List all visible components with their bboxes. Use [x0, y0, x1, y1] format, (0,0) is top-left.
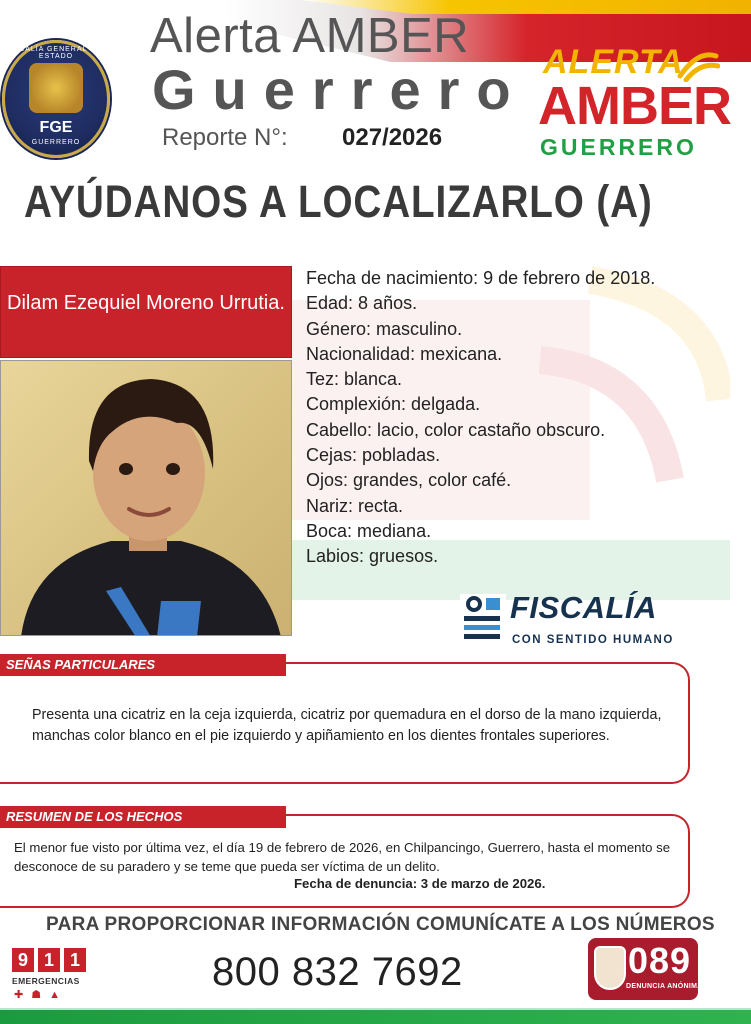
detail-mouth: Boca: mediana.: [306, 520, 432, 541]
fecha-denuncia: Fecha de denuncia: 3 de marzo de 2026.: [294, 876, 546, 891]
emergency-label: EMERGENCIAS: [12, 976, 80, 986]
detail-eyebrows: Cejas: pobladas.: [306, 445, 441, 466]
detail-lips: Labios: gruesos.: [306, 546, 439, 567]
headline: AYÚDANOS A LOCALIZARLO (A): [24, 176, 653, 227]
amber-logo-amber: AMBER: [538, 76, 731, 136]
alert-state: Guerrero: [152, 58, 528, 121]
shield-icon: [594, 946, 626, 990]
physical-details-list: [306, 266, 746, 570]
detail-build: Complexión: delgada.: [306, 394, 481, 415]
fge-seal-logo: [2, 40, 110, 158]
person-photo: [0, 360, 292, 636]
seal-ring-text: FISCALÍA GENERAL DEL ESTADO: [5, 46, 107, 60]
resumen-label: RESUMEN DE LOS HECHOS: [0, 806, 286, 828]
report-label: Reporte N°:: [162, 124, 288, 151]
denuncia-label: DENUNCIA ANÓNIMA: [626, 983, 703, 990]
amber-logo-guerrero: GUERRERO: [540, 134, 697, 160]
detail-eyes: Ojos: grandes, color café.: [306, 470, 512, 491]
coat-of-arms-icon: [29, 63, 83, 113]
emergency-digit: 9: [12, 948, 34, 972]
emergency-services-icon: ✚☗▲: [14, 989, 68, 1001]
person-name: Dilam Ezequiel Moreno Urrutia.: [7, 292, 285, 314]
fiscalia-title: FISCALÍA: [510, 590, 657, 625]
fiscalia-subtitle: CON SENTIDO HUMANO: [512, 634, 674, 646]
detail-skin: Tez: blanca.: [306, 369, 403, 390]
info-line: PARA PROPORCIONAR INFORMACIÓN COMUNÍCATE A LOS NÚMEROS: [46, 914, 715, 935]
seal-acronym: FGE: [39, 119, 73, 136]
denuncia-number[interactable]: 089: [628, 940, 692, 981]
amber-logo-alerta: ALERTA: [543, 43, 684, 81]
emergency-digit: 1: [38, 948, 60, 972]
detail-gender: Género: masculino.: [306, 318, 463, 339]
detail-hair: Cabello: lacio, color castaño obscuro.: [306, 419, 606, 440]
seal-ring-bottom-text: GUERRERO: [31, 139, 81, 146]
senas-text: Presenta una cicatriz en la ceja izquierda, cicatriz por quemadura en el dorso de la mano izquierda, manchas color blanco en el pie izquierdo y apiñamiento en los dientes frontales superiores.: [32, 707, 662, 744]
footer-green-band: [0, 1008, 751, 1024]
phone-number[interactable]: 800 832 7692: [212, 950, 463, 994]
detail-birthdate: Fecha de nacimiento: 9 de febrero de 2018.: [306, 268, 656, 288]
detail-nationality: Nacionalidad: mexicana.: [306, 343, 503, 364]
report-number: 027/2026: [342, 124, 443, 151]
resumen-text: El menor fue visto por última vez, el día 19 de febrero de 2026, en Chilpancingo, Guerrero, hasta el momento se desconoce de su paradero y se teme que pueda ser víctima de un delito.: [14, 840, 671, 874]
detail-nose: Nariz: recta.: [306, 495, 404, 516]
senas-label: SEÑAS PARTICULARES: [0, 654, 286, 676]
emergency-digit: 1: [64, 948, 86, 972]
detail-age: Edad: 8 años.: [306, 293, 418, 314]
alert-title: Alerta AMBER: [150, 9, 470, 63]
child-portrait-icon: [1, 361, 292, 636]
